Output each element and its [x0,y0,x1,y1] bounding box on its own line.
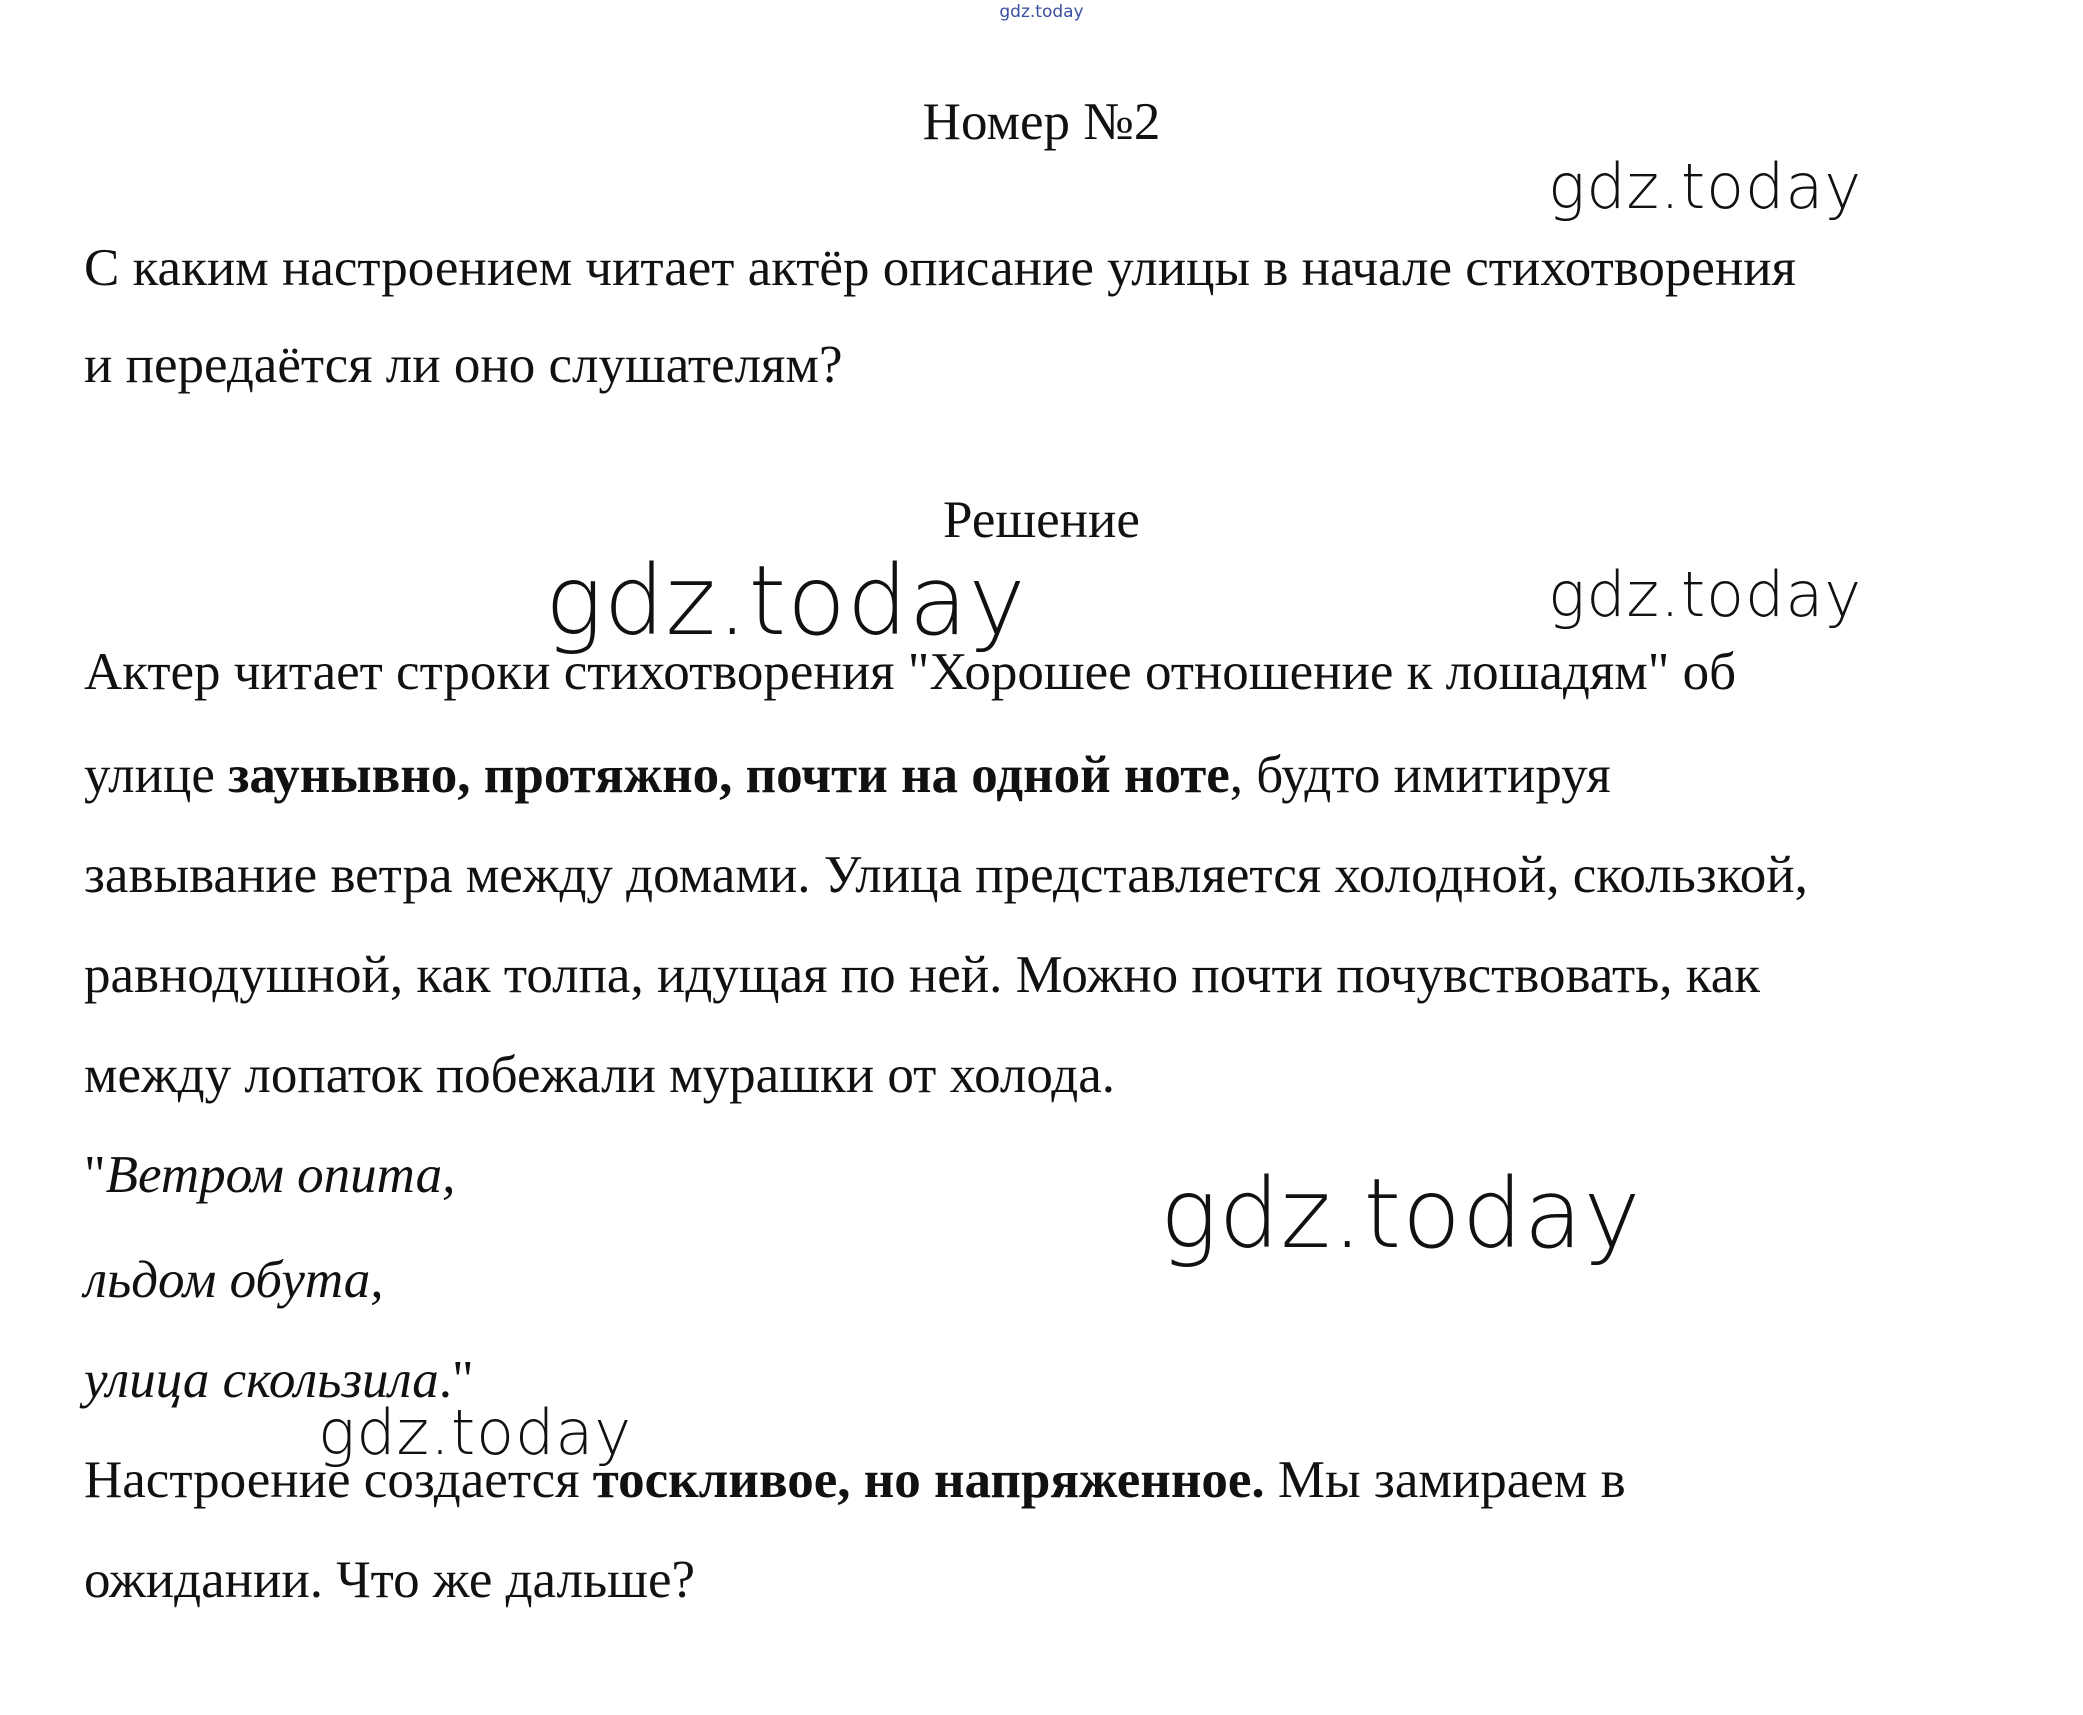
solution-heading: Решение [943,491,1140,549]
answer-line-1: Актер читает строки стихотворения "Хорошее отношение к лошадям" об [84,643,1737,701]
watermark: gdz.today [1548,150,1863,223]
quote-line-1: "Ветром опита, [84,1146,456,1204]
answer-line-5: между лопаток побежали мурашки от холода. [84,1046,1116,1104]
answer-line-2: улице заунывно, протяжно, почти на одной ноте, будто имитируя [84,746,1611,804]
question-line-2: и передаётся ли оно слушателям? [84,336,843,394]
answer-emphasis: заунывно, протяжно, почти на одной ноте [228,746,1230,804]
watermark: gdz.today [1160,1158,1642,1270]
quote-line-3: улица скользила." [84,1351,474,1409]
page-title: Номер №2 [922,93,1161,151]
question-line-1: С каким настроением читает актёр описание улицы в начале стихотворения [84,239,1797,297]
watermark-top: gdz.today [999,2,1084,22]
answer-line-7: ожидании. Что же дальше? [84,1551,696,1609]
watermark: gdz.today [318,1396,633,1469]
answer-emphasis: тоскливое, но напряженное. [592,1451,1265,1509]
quote-line-2: льдом обута, [84,1251,384,1309]
answer-line-4: равнодушной, как толпа, идущая по ней. Можно почти почувствовать, как [84,946,1760,1004]
watermark: gdz.today [545,545,1027,657]
answer-line-6: Настроение создается тоскливое, но напряженное. Мы замираем в [84,1451,1626,1509]
watermark: gdz.today [1548,558,1863,631]
answer-line-3: завывание ветра между домами. Улица представляется холодной, скользкой, [84,846,1808,904]
